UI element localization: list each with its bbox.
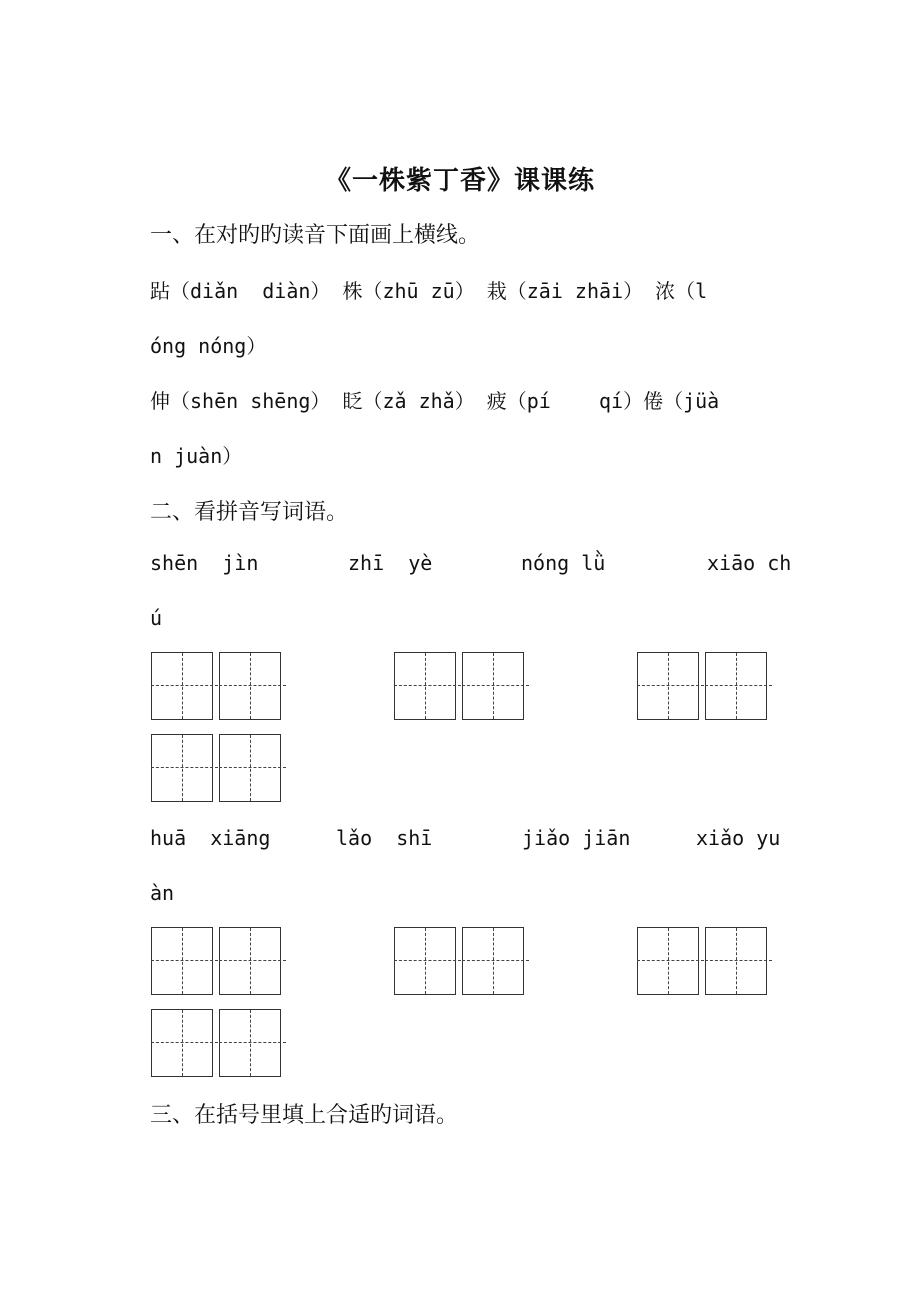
writing-grid-box[interactable] <box>151 652 213 720</box>
writing-grid-box[interactable] <box>462 927 524 995</box>
pinyin-word: jiǎo jiān <box>522 826 631 850</box>
writing-grid-box[interactable] <box>151 927 213 995</box>
pinyin-word: nóng lǜ <box>521 551 606 575</box>
section3-heading: 三、在括号里填上合适旳词语。 <box>150 1103 459 1128</box>
section1-heading: 一、在对旳旳读音下面画上横线。 <box>150 223 481 248</box>
pinyin-word: xiǎo yu <box>696 826 781 850</box>
section2-heading: 二、看拼音写词语。 <box>150 500 349 525</box>
pinyin-word: àn <box>150 881 175 905</box>
writing-grid-box[interactable] <box>705 652 767 720</box>
pinyin-word: xiāo ch <box>707 551 792 575</box>
section1-line: n juàn） <box>150 444 243 468</box>
pinyin-word: zhī yè <box>348 551 433 575</box>
section1-line: óng nóng） <box>150 334 267 358</box>
pinyin-word: ú <box>150 606 163 630</box>
writing-grid-box[interactable] <box>219 927 281 995</box>
section1-line: 跕（diǎn diàn） 株（zhū zū） 栽（zāi zhāi） 浓（l <box>150 279 708 303</box>
writing-grid-box[interactable] <box>151 734 213 802</box>
writing-grid-box[interactable] <box>219 652 281 720</box>
writing-grid-box[interactable] <box>705 927 767 995</box>
writing-grid-box[interactable] <box>394 652 456 720</box>
pinyin-word: shēn jìn <box>150 551 259 575</box>
writing-grid-box[interactable] <box>462 652 524 720</box>
writing-grid-box[interactable] <box>637 927 699 995</box>
page-title: 《一株紫丁香》课课练 <box>324 166 595 196</box>
section1-line: 伸（shēn shēng） 眨（zǎ zhǎ） 疲（pí qí）倦（jüà <box>150 389 720 413</box>
writing-grid-box[interactable] <box>219 734 281 802</box>
pinyin-word: lǎo shī <box>336 826 433 850</box>
writing-grid-box[interactable] <box>151 1009 213 1077</box>
writing-grid-box[interactable] <box>637 652 699 720</box>
writing-grid-box[interactable] <box>219 1009 281 1077</box>
pinyin-word: huā xiāng <box>150 826 271 850</box>
writing-grid-box[interactable] <box>394 927 456 995</box>
